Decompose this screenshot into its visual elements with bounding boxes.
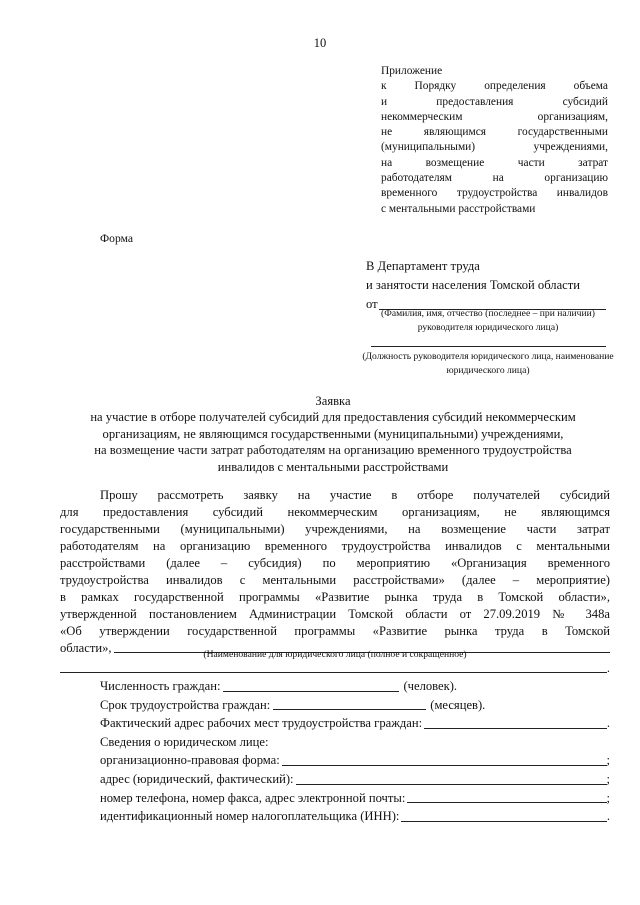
title-heading: Заявка — [315, 394, 351, 408]
citizens-label: Численность граждан: — [100, 679, 221, 693]
application-title — [50, 393, 616, 475]
citizens-row — [100, 677, 610, 696]
head-name-caption: (Фамилия, имя, отчество (последнее – при наличии) руководителя юридического лица) — [381, 308, 595, 333]
organization-name-continuation — [60, 660, 610, 677]
position-blank-line[interactable] — [371, 346, 606, 347]
appendix-line: и предоставления субсидий — [381, 95, 608, 108]
appendix-line: Приложение — [381, 65, 443, 77]
addressee-line-2: и занятости населения Томской области — [366, 278, 580, 292]
term-row — [100, 696, 610, 715]
term-unit: (месяцев). — [430, 697, 486, 712]
body-line: расстройствами (далее – субсидия) по мероприятию «Организация временного — [60, 556, 610, 570]
legal-info-row — [100, 733, 610, 752]
legal-form-blank[interactable] — [282, 765, 607, 766]
body-line: государственными (муниципальными) учреждениями, на возмещение части затрат — [60, 522, 610, 536]
application-body — [60, 487, 610, 657]
contacts-label: номер телефона, номер факса, адрес электронной почты: — [100, 790, 406, 805]
organization-name-blank-2[interactable] — [60, 672, 607, 673]
title-line: на участие в отборе получателей субсидий для предоставления субсидий некоммерческим — [90, 410, 576, 425]
appendix-line: не являющимся государственными — [381, 126, 608, 139]
appendix-line: работодателям на организацию — [381, 172, 608, 185]
addressee-line-1: В Департамент труда — [366, 259, 480, 273]
legal-address-blank[interactable] — [296, 784, 607, 785]
contacts-end: ; — [606, 790, 610, 805]
term-blank[interactable] — [273, 709, 426, 710]
citizens-unit: (человек). — [403, 679, 458, 693]
legal-form-end: ; — [606, 753, 610, 768]
page-number: 10 — [313, 36, 327, 50]
body-line: в рамках государственной программы «Развитие рынка труда в Томской области», — [60, 590, 610, 604]
appendix-line: (муниципальными) учреждениями, — [381, 141, 608, 154]
body-line: работодателям на организацию временного трудоустройства инвалидов с ментальными — [60, 539, 610, 553]
legal-address-label: адрес (юридический, фактический): — [100, 771, 294, 786]
title-line: на возмещение части затрат работодателям на организацию временного трудоустройства — [94, 443, 572, 458]
workplace-address-label: Фактический адрес рабочих мест трудоустройства граждан: — [100, 716, 423, 731]
inn-blank[interactable] — [401, 821, 606, 822]
position-caption: (Должность руководителя юридического лица, наименование юридического лица) — [362, 351, 614, 376]
body-line: для предоставления субсидий некоммерческим организациям, не являющимся — [60, 505, 610, 519]
organization-name-caption: (Наименование для юридического лица (полное и сокращенное) — [203, 649, 467, 660]
legal-form-row — [100, 751, 610, 770]
legal-address-row — [100, 770, 610, 789]
inn-end: . — [606, 809, 610, 824]
continuation-dot: . — [606, 661, 610, 675]
legal-form-label: организационно-правовая форма: — [100, 753, 280, 768]
contacts-row — [100, 789, 610, 808]
from-prefix: от — [366, 297, 378, 311]
citizens-blank[interactable] — [223, 691, 399, 692]
contacts-blank[interactable] — [407, 802, 606, 803]
body-line: трудоустройства инвалидов с ментальными расстройствами» (далее – мероприятие) — [60, 573, 610, 587]
form-label: Форма — [100, 232, 133, 245]
workplace-address-row — [100, 714, 610, 733]
legal-info-label: Сведения о юридическом лице: — [100, 734, 269, 749]
appendix-line: к Порядку определения объема — [381, 80, 608, 93]
body-line: «Об утверждении государственной программы «Развитие рынка труда в Томской — [60, 624, 610, 638]
addressee-block — [366, 257, 606, 314]
fields-block — [100, 677, 610, 826]
body-line: Прошу рассмотреть заявку на участие в отборе получателей субсидий — [100, 488, 610, 502]
body-last-prefix: области», — [60, 641, 112, 655]
appendix-line: временного трудоустройства инвалидов — [381, 187, 608, 200]
inn-label: идентификационный номер налогоплательщика (ИНН): — [100, 809, 400, 824]
inn-row — [100, 807, 610, 826]
workplace-address-blank[interactable] — [424, 728, 607, 729]
workplace-address-end: . — [606, 716, 610, 731]
appendix-line: некоммерческим организациям, — [381, 110, 608, 123]
appendix-block — [381, 64, 608, 217]
legal-address-end: ; — [606, 771, 610, 786]
term-label: Срок трудоустройства граждан: — [100, 697, 271, 712]
title-line: организациям, не являющимся государственными (муниципальными) учреждениями, — [102, 426, 564, 441]
title-line: инвалидов с ментальными расстройствами — [217, 459, 449, 474]
appendix-line: с ментальными расстройствами — [381, 202, 536, 215]
appendix-line: на возмещение части затрат — [381, 156, 608, 169]
body-line: утвержденной постановлением Администрации Томской области от 27.09.2019 № 348а — [60, 607, 610, 621]
